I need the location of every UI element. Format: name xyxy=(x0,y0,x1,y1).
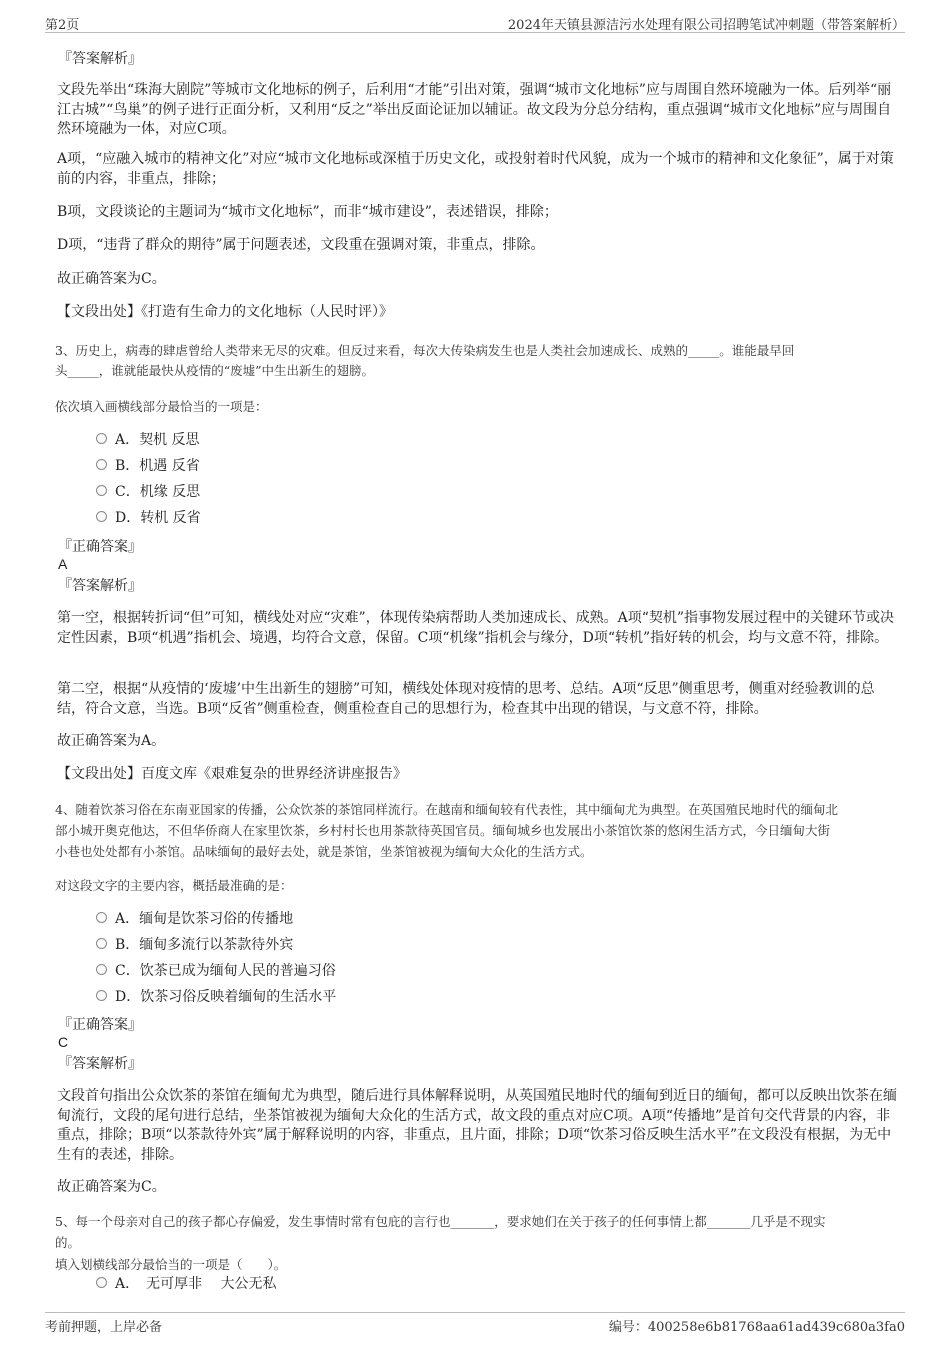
prev-analysis: 文段先举出“珠海大剧院”等城市文化地标的例子，后利用“才能”引出对策，强调“城市文化地标”应与周围自然环境融为一体。后列举“丽江古城”“鸟巢”的例子进行正面分析，又利用“反之”举出反面论证加以辅证。故文段为分总分结构，重点强调“城市文化地标”应与周围自然环境融为一体，对应C项。 xyxy=(57,82,892,137)
radio-icon[interactable] xyxy=(96,459,107,470)
q5-instruction: 填入划横线部分最恰当的一项是（ ）。 xyxy=(55,1257,287,1272)
document-id: 编号：400258e6b81768aa61ad439c680a3fa0 xyxy=(608,1320,905,1335)
prev-option-b: B项，文段谈论的主题词为“城市文化地标”，而非“城市建设”，表述错误，排除； xyxy=(57,204,558,220)
q3-analysis-2: 第二空，根据“从疫情的‘废墟’中生出新生的翅膀”可知，横线处体现对疫情的思考、总结。A项“反思”侧重思考，侧重对经验教训的总结，符合文意，当选。B项“反省”侧重检查，侧重检查自己的思想行为，检查其中出现的错误，与文意不符，排除。 xyxy=(57,681,875,717)
prev-option-a: A项，“应融入城市的精神文化”对应“城市文化地标或深植于历史文化，或投射着时代风貌，成为一个城市的精神和文化象征”，属于对策前的内容，非重点，排除； xyxy=(57,151,894,187)
q3-option-b[interactable]: B．机遇 反省 xyxy=(96,457,200,475)
q4-option-b[interactable]: B．缅甸多流行以茶款待外宾 xyxy=(96,936,293,954)
q4-stem-line2: 部小城开奥克他达，不但华侨商人在家里饮茶，乡村村长也用茶款待英国官员。缅甸城乡也发展出小茶馆饮茶的悠闲生活方式，今日缅甸大街 xyxy=(55,823,831,838)
page-number: 第2页 xyxy=(45,18,80,33)
q4-analysis: 文段首句指出公众饮茶的茶馆在缅甸尤为典型，随后进行具体解释说明，从英国殖民地时代的缅甸到近日的缅甸，都可以反映出饮茶在缅甸流行，文段的尾句进行总结，坐茶馆被视为缅甸大众化的生活方式，故文段的重点对应C项。A项“传播地”是首句交代背景的内容，非重点，排除；B项“以茶款待外宾”属于解释说明的内容，非重点，且片面，排除；D项“饮茶习俗反映生活水平”在文段没有根据，为无中生有的表述，排除。 xyxy=(57,1088,897,1163)
radio-icon[interactable] xyxy=(96,938,107,949)
prev-conclusion: 故正确答案为C。 xyxy=(57,271,166,287)
q3-instruction: 依次填入画横线部分最恰当的一项是： xyxy=(55,399,268,414)
q4-answer: C xyxy=(58,1034,69,1050)
q3-analysis-label: 『答案解析』 xyxy=(58,578,142,594)
radio-icon[interactable] xyxy=(96,433,107,444)
q3-source: 【文段出处】百度文库《艰难复杂的世界经济讲座报告》 xyxy=(57,766,407,782)
prev-source: 【文段出处】《打造有生命力的文化地标（人民时评）》 xyxy=(57,304,393,320)
q4-option-a[interactable]: A．缅甸是饮茶习俗的传播地 xyxy=(96,910,293,928)
prev-option-d: D项，“违背了群众的期待”属于问题表述，文段重在强调对策，非重点，排除。 xyxy=(57,237,545,253)
footer-slogan: 考前押题，上岸必备 xyxy=(45,1320,163,1335)
page-footer xyxy=(45,1312,905,1333)
q3-answer: A xyxy=(58,556,68,572)
q4-correct-label: 『正确答案』 xyxy=(58,1017,142,1033)
radio-icon[interactable] xyxy=(96,990,107,1001)
radio-icon[interactable] xyxy=(96,1277,107,1288)
q5-option-a[interactable]: A． 无可厚非 大公无私 xyxy=(96,1275,277,1293)
q3-correct-label: 『正确答案』 xyxy=(58,539,142,555)
q4-analysis-label: 『答案解析』 xyxy=(58,1056,142,1072)
q3-analysis-1: 第一空，根据转折词“但”可知，横线处对应“灾难”，体现传染病帮助人类加速成长、成熟。A项“契机”指事物发展过程中的关键环节或决定性因素，B项“机遇”指机会、境遇，均符合文意，保留。C项“机缘”指机会与缘分，D项“转机”指好转的机会，均与文意不符，排除。 xyxy=(57,610,895,646)
radio-icon[interactable] xyxy=(96,912,107,923)
q4-stem-line1: 4、随着饮茶习俗在东南亚国家的传播，公众饮茶的茶馆同样流行。在越南和缅甸较有代表性，其中缅甸尤为典型。在英国殖民地时代的缅甸北 xyxy=(55,802,838,817)
radio-icon[interactable] xyxy=(96,485,107,496)
q3-option-c[interactable]: C．机缘 反思 xyxy=(96,483,200,501)
q4-conclusion: 故正确答案为C。 xyxy=(57,1179,166,1195)
document-title: 2024年天镇县源洁污水处理有限公司招聘笔试冲刺题（带答案解析） xyxy=(507,18,905,33)
q3-stem-line1: 3、历史上，病毒的肆虐曾给人类带来无尽的灾难。但反过来看，每次大传染病发生也是人类社会加速成长、成熟的_____。谁能最早回 xyxy=(55,343,795,358)
radio-icon[interactable] xyxy=(96,511,107,522)
q4-stem-line3: 小巷也处处都有小茶馆。品味缅甸的最好去处，就是茶馆，坐茶馆被视为缅甸大众化的生活方式。 xyxy=(55,844,593,859)
q5-stem-line2: 的。 xyxy=(55,1235,81,1250)
radio-icon[interactable] xyxy=(96,964,107,975)
q3-stem-line2: 头_____，谁就能最快从疫情的“废墟”中生出新生的翅膀。 xyxy=(55,363,375,378)
q3-option-d[interactable]: D．转机 反省 xyxy=(96,509,201,527)
q3-option-a[interactable]: A．契机 反思 xyxy=(96,431,200,449)
page-header xyxy=(45,12,905,33)
q4-instruction: 对这段文字的主要内容，概括最准确的是： xyxy=(55,878,293,893)
q4-option-c[interactable]: C．饮茶已成为缅甸人民的普遍习俗 xyxy=(96,962,336,980)
q4-option-d[interactable]: D．饮茶习俗反映着缅甸的生活水平 xyxy=(96,988,336,1006)
q3-conclusion: 故正确答案为A。 xyxy=(57,733,166,749)
q5-stem-line1: 5、每一个母亲对自己的孩子都心存偏爱，发生事情时常有包庇的言行也_______，要求她们在关于孩子的任何事情上都_______几乎是不现实 xyxy=(55,1214,826,1229)
analysis-label: 『答案解析』 xyxy=(58,51,142,67)
